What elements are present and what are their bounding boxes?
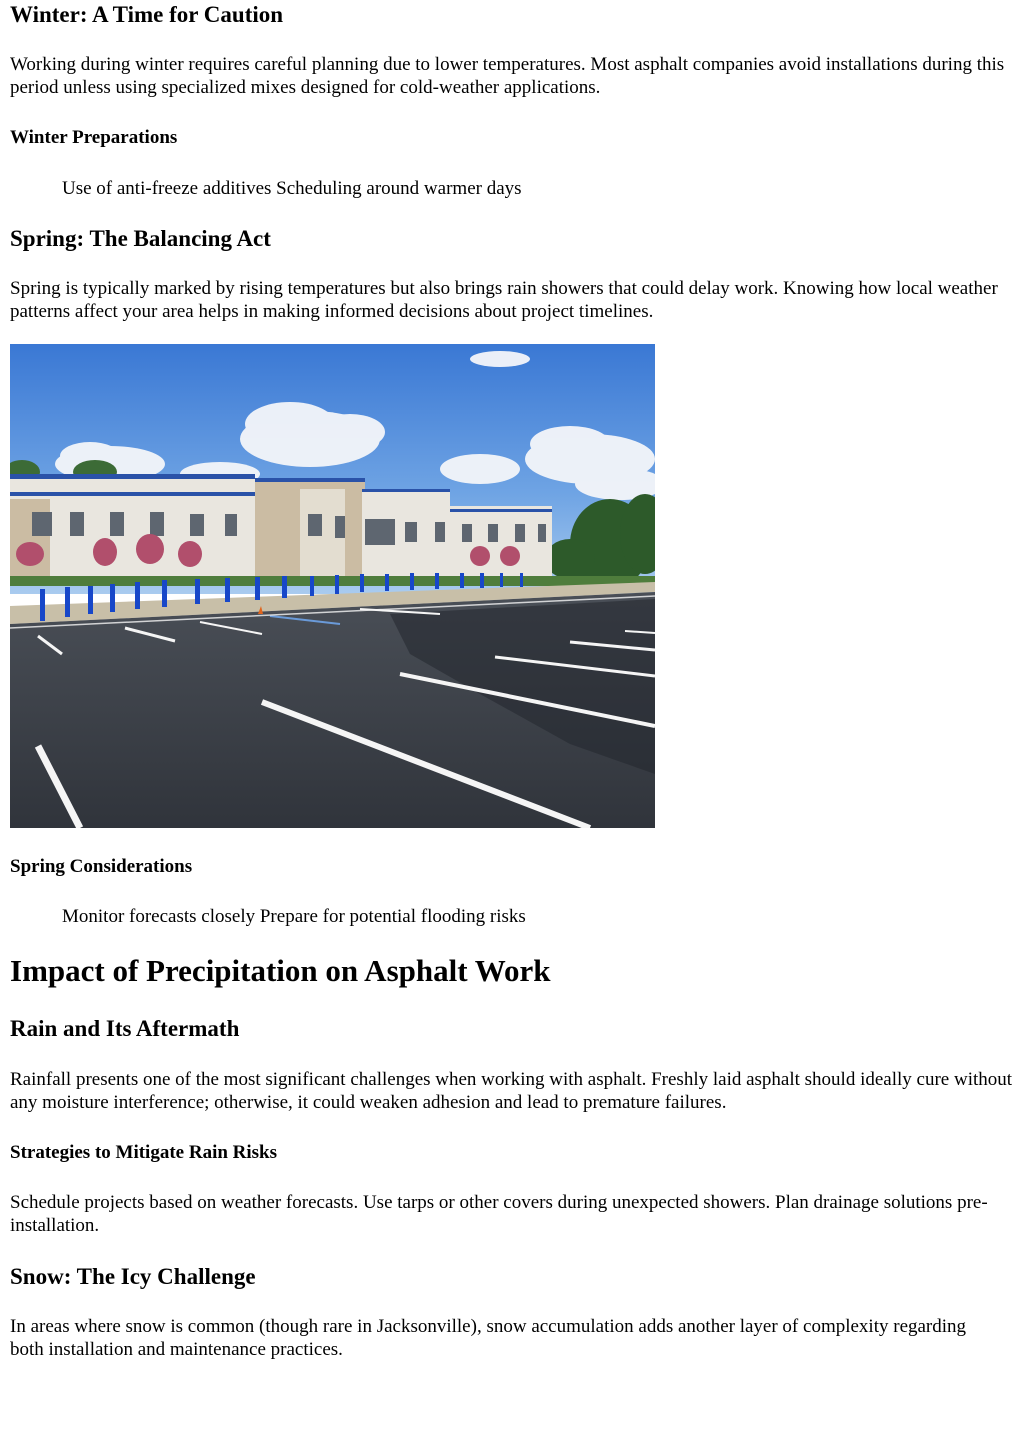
rain-strategies-heading: Strategies to Mitigate Rain Risks bbox=[10, 1142, 278, 1163]
spring-paragraph: Spring is typically marked by rising temperatures but also brings rain showers that could delay work. Knowing how local weather patterns affect your area helps in making informed decisions about project timelines. bbox=[10, 278, 998, 322]
spring-considerations-list: Monitor forecasts closely Prepare for potential flooding risks bbox=[62, 906, 526, 927]
winter-preparations-list: Use of anti-freeze additives Scheduling around warmer days bbox=[62, 178, 522, 199]
winter-paragraph: Working during winter requires careful planning due to lower temperatures. Most asphalt companies avoid installations during this period unless using specialized mixes designed for cold-weather applications. bbox=[10, 54, 1005, 98]
winter-heading: Winter: A Time for Caution bbox=[10, 2, 284, 27]
snow-heading: Snow: The Icy Challenge bbox=[10, 1264, 256, 1289]
spring-heading: Spring: The Balancing Act bbox=[10, 226, 271, 251]
shrubs bbox=[10, 576, 655, 586]
snow-paragraph: In areas where snow is common (though rare in Jacksonville), snow accumulation adds another layer of complexity regarding both installation and maintenance practices. bbox=[10, 1316, 967, 1360]
spring-considerations-heading: Spring Considerations bbox=[10, 856, 193, 877]
rain-strategies-text: Schedule projects based on weather forecasts. Use tarps or other covers during unexpected showers. Plan drainage solutions pre-installation. bbox=[10, 1192, 988, 1236]
rain-paragraph: Rainfall presents one of the most significant challenges when working with asphalt. Freshly laid asphalt should ideally cure without any moisture interference; otherwise, it could weaken adhesion and lead to premature failures. bbox=[10, 1069, 1013, 1113]
parking-lot-photo bbox=[10, 344, 655, 828]
winter-preparations-heading: Winter Preparations bbox=[10, 127, 178, 148]
rain-heading: Rain and Its Aftermath bbox=[10, 1016, 240, 1041]
precipitation-heading: Impact of Precipitation on Asphalt Work bbox=[10, 953, 551, 988]
